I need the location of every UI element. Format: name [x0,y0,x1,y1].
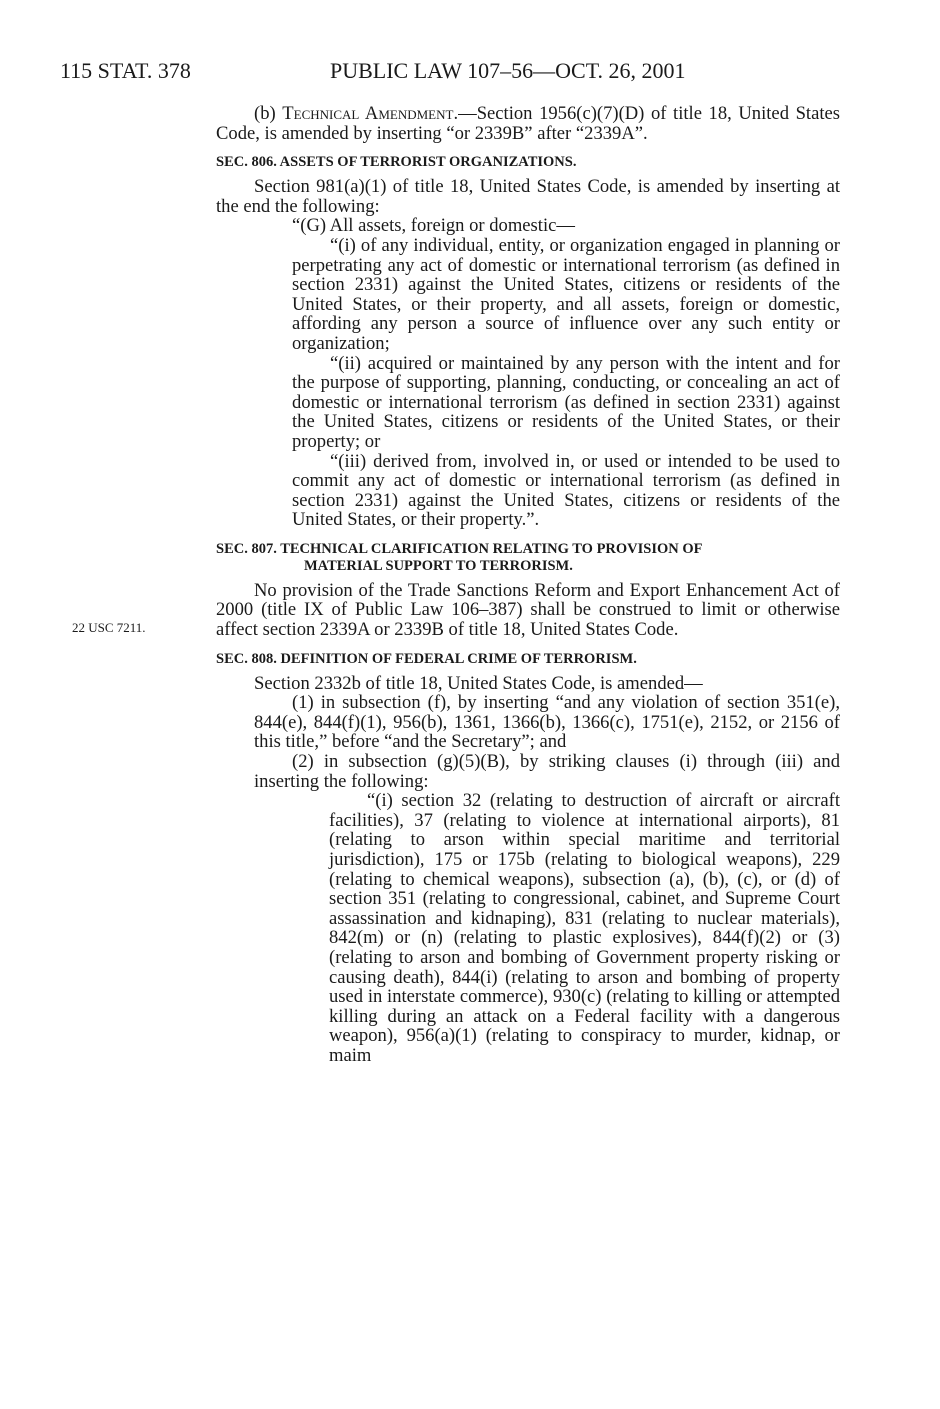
section-806-clause-i: “(i) of any individual, entity, or organization engaged in planning or perpetrating any act of domestic or international terrorism (as defined in section 2331) against the United States, citizens or residents of the United States, or their property, and all assets, foreign or domestic, affording any person a source of influence over any such entity or organization; [292,234,840,354]
section-806-clause-g: “(G) All assets, foreign or domestic— [292,215,575,237]
amendment-text: —Section 1956(c)(7)(D) of title 18, United States Code, is amended by inserting “or 2339B” after “2339A”. [216,103,840,144]
section-808-paragraph-1: (1) in subsection (f), by inserting “and any violation of section 351(e), 844(e), 844(f)(1), 956(b), 1361, 1366(b), 1366(c), 1751(e), 2152, or 2156 of this title,” before “and the Secretary”; and [254,692,840,753]
technical-amendment-paragraph [216,104,840,143]
section-806-intro: Section 981(a)(1) of title 18, United States Code, is amended by inserting at the end the following: [216,176,840,217]
section-807-heading-line2: MATERIAL SUPPORT TO TERRORISM. [304,557,573,574]
section-806-clause-iii: “(iii) derived from, involved in, or used or intended to be used to commit any act of domestic or international terrorism (as defined in section 2331) against the United States, citizens or residents of the United States, or their property.”. [292,450,840,531]
amendment-label-paren: (b) [254,103,283,124]
section-808-quoted-clause: “(i) section 32 (relating to destruction of aircraft or aircraft facilities), 37 (relating to violence at international airports), 81 (relating to arson within special maritime and territorial jurisdiction), 175 or 175b (relating to biological weapons), 229 (relating to chemical weapons), subsection (a), (b), (c), or (d) of section 351 (relating to congressional, cabinet, and Supreme Court assassination and kidnaping), 831 (relating to nuclear materials), 842(m) or (n) (relating to plastic explosives), 844(f)(2) or (3) (relating to arson and bombing of Government property risking or causing death), 844(i) (relating to arson and bombing of property used in interstate commerce), 930(c) (relating to killing or attempted killing during an attack on a Federal facility with a dangerous weapon), 956(a)(1) (relating to conspiracy to murder, kidnap, or maim [329,790,840,1066]
document-body [216,104,840,1066]
section-807-heading [216,541,840,575]
page-header [60,58,686,84]
section-807-heading-line1: SEC. 807. TECHNICAL CLARIFICATION RELATING TO PROVISION OF [216,540,703,557]
section-806-clause-ii: “(ii) acquired or maintained by any person with the intent and for the purpose of supporting, planning, conducting, or concealing an act of domestic or international terrorism (as defined in section 2331) against the United States, citizens or residents of the United States, or their property; or [292,352,840,452]
section-808-paragraph-2: (2) in subsection (g)(5)(B), by striking clauses (i) through (iii) and inserting the following: [254,751,840,792]
section-808-intro: Section 2332b of title 18, United States Code, is amended— [254,672,703,694]
margin-note-usc: 22 USC 7211. [72,620,146,635]
section-806-heading: SEC. 806. ASSETS OF TERRORIST ORGANIZATIONS. [216,154,577,171]
section-807-text: No provision of the Trade Sanctions Reform and Export Enhancement Act of 2000 (title IX of Public Law 106–387) shall be construed to limit or otherwise affect section 2339A or 2339B of title 18, United States Code. [216,579,840,641]
amendment-label: Technical Amendment. [282,103,459,124]
stat-page-number: 115 STAT. 378 [60,58,191,83]
section-808-heading: SEC. 808. DEFINITION OF FEDERAL CRIME OF TERRORISM. [216,650,637,667]
law-citation: PUBLIC LAW 107–56—OCT. 26, 2001 [330,58,686,83]
